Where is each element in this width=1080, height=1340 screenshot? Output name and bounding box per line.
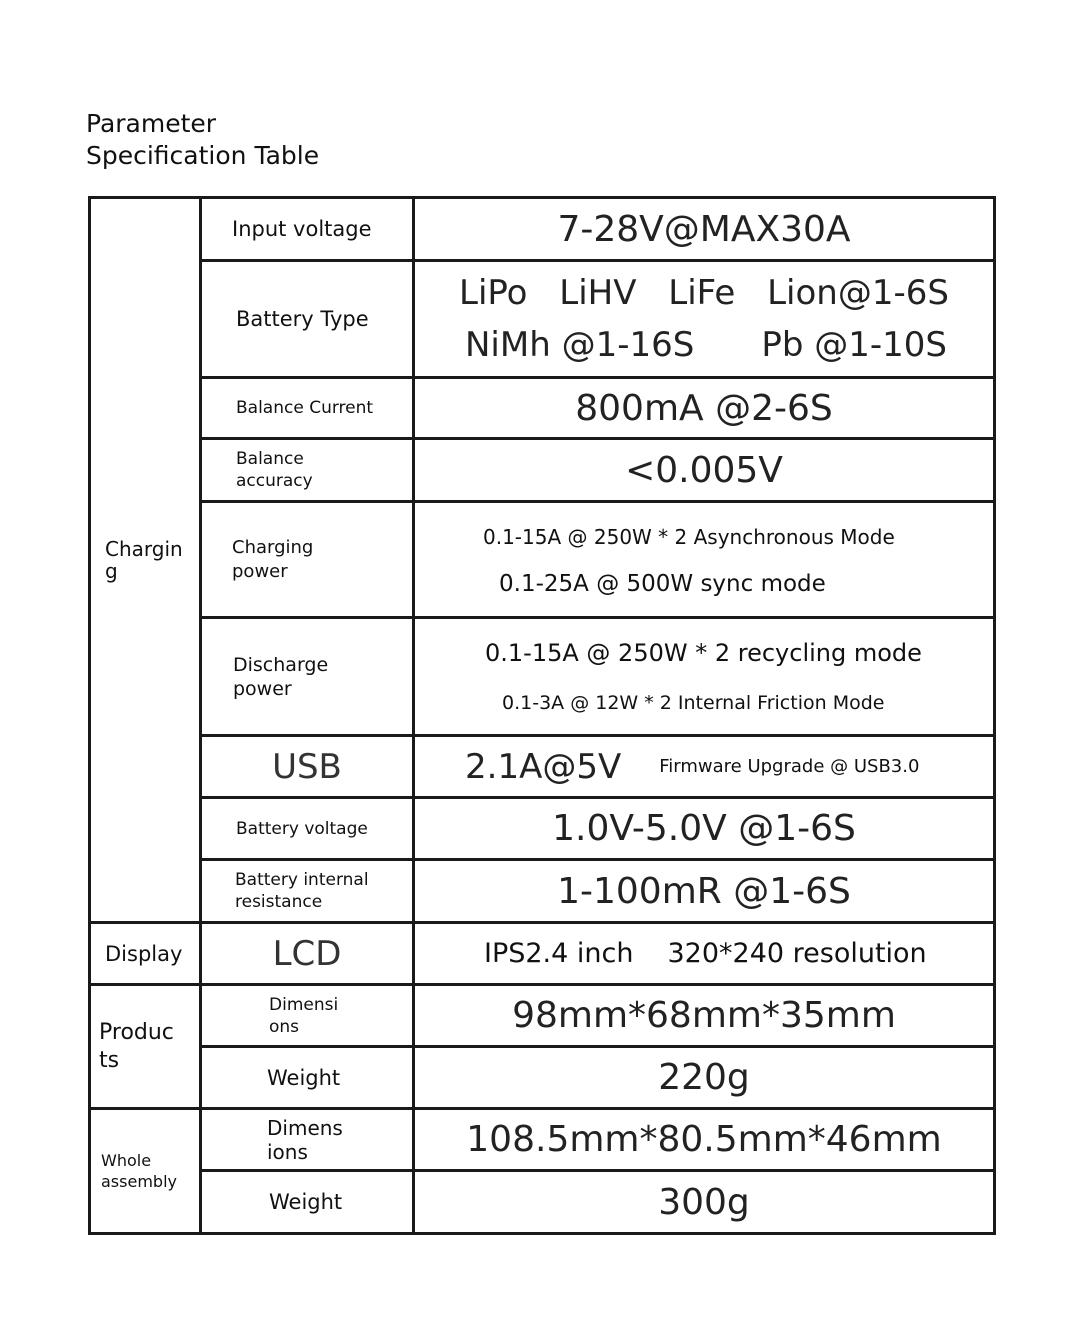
value-balance-current: 800mA @2-6S (575, 387, 833, 429)
battery-type-pb: Pb @1-10S (761, 325, 947, 365)
battery-type-lipo: LiPo (459, 273, 528, 313)
label-battery-internal-resistance: Battery internal resistance (235, 870, 369, 912)
value-battery-voltage: 1.0V-5.0V @1-6S (552, 808, 856, 849)
category-charging: Chargin g (105, 537, 183, 583)
usb-firmware-note: Firmware Upgrade @ USB3.0 (659, 756, 920, 777)
label-balance-current: Balance Current (236, 398, 374, 418)
category-whole-assembly: Whole assembly (101, 1151, 177, 1191)
page-title (86, 108, 386, 172)
label-balance-accuracy: Balance accuracy (236, 449, 313, 491)
label-battery-type: Battery Type (236, 307, 369, 331)
value-battery-type (415, 262, 993, 376)
battery-type-lihv: LiHV (559, 273, 637, 313)
label-discharge-power: Discharge power (233, 653, 329, 700)
lcd-resolution: 320*240 resolution (667, 938, 927, 969)
battery-type-life: LiFe (668, 273, 736, 313)
value-product-dimensions: 98mm*68mm*35mm (512, 995, 896, 1036)
value-input-voltage: 7-28V@MAX30A (557, 208, 851, 250)
label-battery-voltage: Battery voltage (236, 818, 368, 839)
value-battery-internal-resistance: 1-100mR @1-6S (557, 870, 851, 912)
charging-power-sync: 0.1-25A @ 500W sync mode (499, 570, 826, 597)
label-input-voltage: Input voltage (232, 217, 372, 241)
value-product-weight: 220g (658, 1057, 750, 1098)
value-balance-accuracy: <0.005V (625, 449, 783, 491)
label-product-weight: Weight (267, 1065, 341, 1090)
battery-type-lion: Lion@1-6S (767, 273, 949, 313)
value-discharge-power (415, 619, 993, 734)
battery-type-nimh: NiMh @1-16S (465, 325, 695, 365)
lcd-screen-size: IPS2.4 inch (484, 938, 634, 969)
category-display: Display (105, 941, 183, 966)
title-line-2: Specification Table (86, 141, 320, 170)
category-products: Produc ts (99, 1019, 174, 1073)
table-border-bottom (88, 1232, 996, 1235)
discharge-power-recycling: 0.1-15A @ 250W * 2 recycling mode (485, 638, 922, 667)
value-charging-power (415, 503, 993, 616)
label-lcd: LCD (272, 933, 342, 974)
value-assembly-weight: 300g (658, 1181, 750, 1223)
value-assembly-dimensions: 108.5mm*80.5mm*46mm (466, 1119, 942, 1160)
label-assembly-dimensions: Dimens ions (267, 1115, 343, 1164)
label-product-dimensions: Dimensi ons (269, 994, 339, 1037)
title-line-1: Parameter (86, 109, 217, 138)
usb-output: 2.1A@5V (465, 746, 622, 787)
value-usb (415, 737, 993, 796)
value-lcd (415, 924, 993, 983)
label-charging-power: Charging power (232, 536, 314, 582)
label-assembly-weight: Weight (269, 1190, 343, 1214)
table-border-right (993, 196, 996, 1235)
discharge-power-internal-friction: 0.1-3A @ 12W * 2 Internal Friction Mode (502, 691, 885, 714)
label-usb: USB (272, 746, 342, 787)
charging-power-async: 0.1-15A @ 250W * 2 Asynchronous Mode (483, 524, 895, 549)
